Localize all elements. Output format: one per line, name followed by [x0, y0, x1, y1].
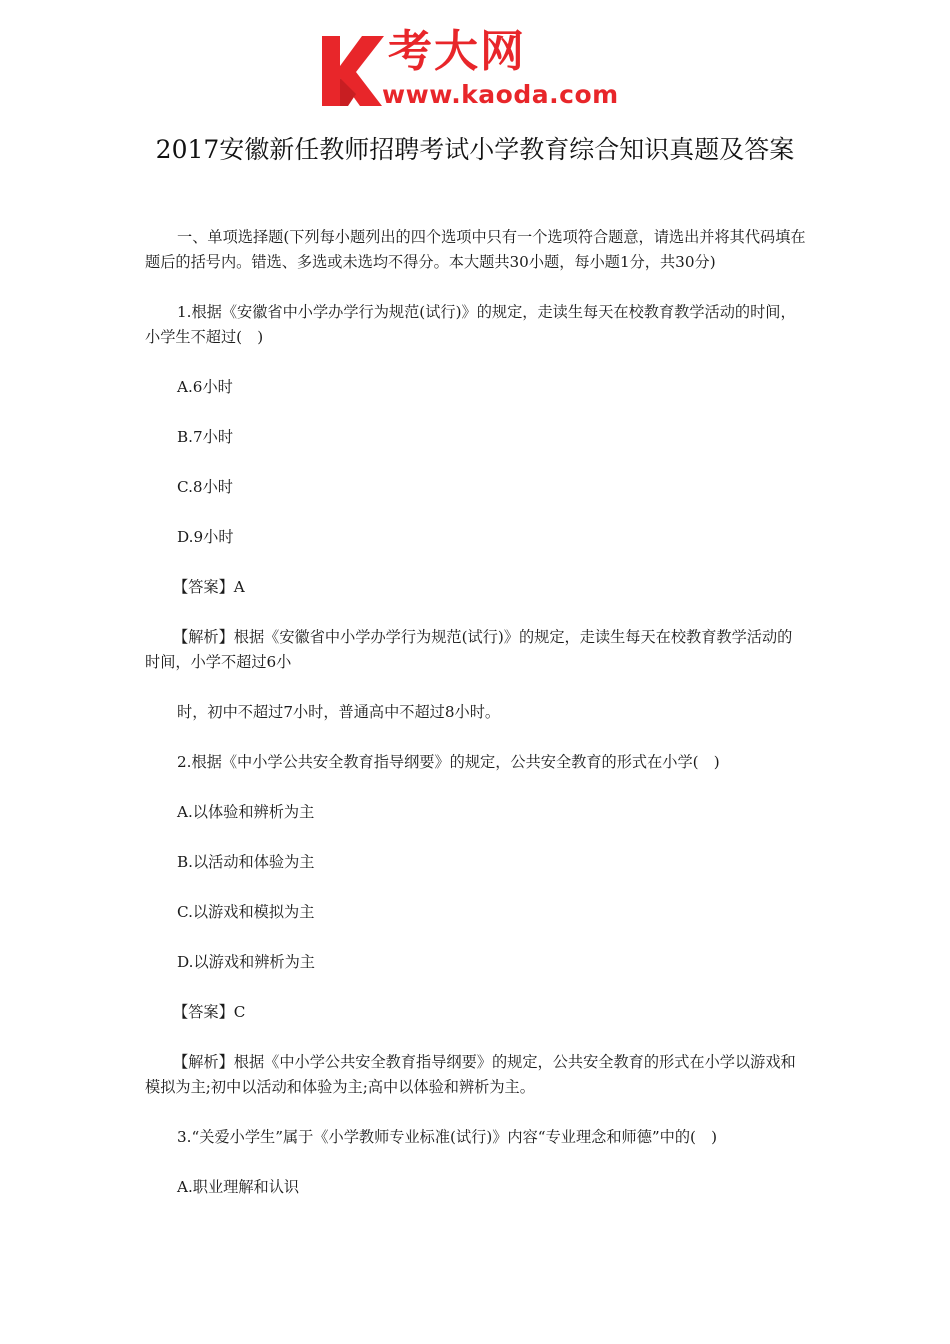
section-instructions: 一、单项选择题(下列每小题列出的四个选项中只有一个选项符合题意，请选出并将其代码填在题后的括号内。错选、多选或未选均不得分。本大题共30小题，每小题1分，共30分) — [145, 228, 806, 271]
question-1: 1.根据《安徽省中小学办学行为规范(试行)》的规定，走读生每天在校教育教学活动的时间，小学生不超过( ) — [145, 303, 796, 346]
question-2-explanation: 【解析】根据《中小学公共安全教育指导纲要》的规定，公共安全教育的形式在小学以游戏和模拟为主;初中以活动和体验为主;高中以体验和辨析为主。 — [145, 1053, 796, 1096]
question-2-option-d: D.以游戏和辨析为主 — [177, 953, 315, 971]
question-2-option-b: B.以活动和体验为主 — [177, 853, 315, 871]
question-1-option-c: C.8小时 — [177, 478, 233, 496]
question-1-option-d: D.9小时 — [177, 528, 234, 546]
kaoda-logo — [318, 26, 638, 112]
document-body — [145, 225, 807, 1225]
question-1-answer: 【答案】A — [173, 578, 245, 596]
logo-url: www.kaoda.com — [382, 80, 619, 109]
question-3-option-a: A.职业理解和认识 — [177, 1178, 300, 1196]
question-1-option-b: B.7小时 — [177, 428, 234, 446]
question-2-option-a: A.以体验和辨析为主 — [177, 803, 315, 821]
question-1-explanation-cont: 时，初中不超过7小时，普通高中不超过8小时。 — [177, 703, 501, 721]
question-3: 3.“关爱小学生”属于《小学教师专业标准(试行)》内容“专业理念和师德”中的( ) — [177, 1128, 718, 1146]
question-2-answer: 【答案】C — [173, 1003, 246, 1021]
page-title: 2017安徽新任教师招聘考试小学教育综合知识真题及答案 — [155, 135, 795, 164]
logo-k-mark — [318, 32, 388, 110]
logo-name: 考大网 — [388, 26, 526, 77]
question-2: 2.根据《中小学公共安全教育指导纲要》的规定，公共安全教育的形式在小学( ) — [177, 753, 720, 771]
question-1-option-a: A.6小时 — [177, 378, 233, 396]
question-2-option-c: C.以游戏和模拟为主 — [177, 903, 315, 921]
question-1-explanation: 【解析】根据《安徽省中小学办学行为规范(试行)》的规定，走读生每天在校教育教学活动的时间，小学不超过6小 — [145, 628, 793, 671]
